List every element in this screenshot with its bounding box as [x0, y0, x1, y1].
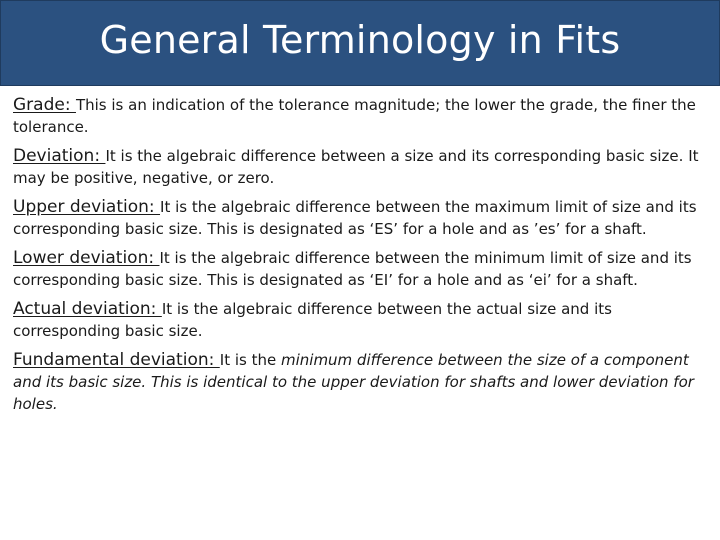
- definition-actual-deviation: It is the algebraic difference between the actual size and its corresponding basic size.: [13, 300, 612, 340]
- definitions-list: [13, 94, 707, 422]
- definition-fundamental-deviation-plain: It is the: [219, 351, 281, 369]
- page-title: General Terminology in Fits: [99, 18, 621, 62]
- definition-grade: This is an indication of the tolerance magnitude; the lower the grade, the finer the tolerance.: [13, 96, 696, 136]
- entry-actual-deviation: [13, 298, 707, 342]
- term-deviation: Deviation:: [13, 146, 106, 166]
- definition-fundamental-deviation-italic: minimum difference between the size of a component and its basic size. This is identical to the upper deviation for shafts and lower deviation for holes.: [13, 351, 694, 413]
- term-upper-deviation: Upper deviation:: [13, 197, 161, 217]
- definition-upper-deviation: It is the algebraic difference between the maximum limit of size and its corresponding basic size. This is designated as ‘ES’ for a hole and as ’es’ for a shaft.: [13, 198, 697, 238]
- entry-upper-deviation: [13, 196, 707, 240]
- entry-grade: [13, 94, 707, 138]
- term-actual-deviation: Actual deviation:: [13, 299, 162, 319]
- term-lower-deviation: Lower deviation:: [13, 248, 160, 268]
- entry-fundamental-deviation: [13, 349, 707, 415]
- title-bar: [0, 0, 720, 86]
- term-fundamental-deviation: Fundamental deviation:: [13, 350, 220, 370]
- definition-deviation: It is the algebraic difference between a size and its corresponding basic size. It may be positive, negative, or zero.: [13, 147, 699, 187]
- term-grade: Grade:: [13, 95, 76, 115]
- definition-lower-deviation: It is the algebraic difference between the minimum limit of size and its corresponding basic size. This is designated as ‘EI’ for a hole and as ‘ei’ for a shaft.: [13, 249, 692, 289]
- entry-lower-deviation: [13, 247, 707, 291]
- entry-deviation: [13, 145, 707, 189]
